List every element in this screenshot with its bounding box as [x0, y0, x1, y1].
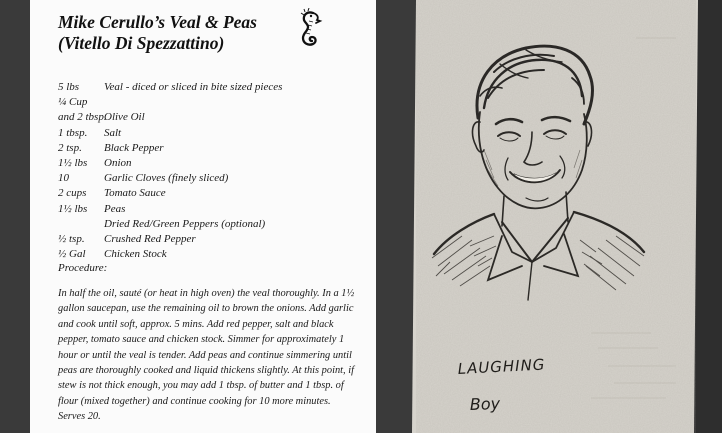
seahorse-logo-icon [296, 8, 324, 48]
ingredient-quantity: 2 cups [58, 187, 87, 200]
ingredient-name: Black Pepper [104, 141, 164, 154]
ingredient-quantity: 1 tbsp. [58, 126, 88, 139]
ingredient-row [58, 110, 358, 125]
ingredient-row [58, 186, 358, 201]
ingredient-name: Garlic Cloves (finely sliced) [104, 172, 229, 185]
recipe-paper [30, 0, 376, 433]
ingredient-row [58, 80, 358, 95]
ingredient-quantity: 1½ lbs [58, 157, 88, 170]
ingredient-quantity: ¼ Cup [58, 96, 88, 109]
ingredient-row [58, 247, 358, 262]
ingredient-name: Tomato Sauce [104, 187, 166, 200]
sketch-page [376, 0, 722, 433]
ingredient-quantity: ½ Gal [58, 248, 86, 261]
ingredient-row [58, 141, 358, 156]
ingredient-name: Dried Red/Green Peppers (optional) [104, 217, 266, 230]
recipe-title [58, 12, 257, 54]
ingredient-row [58, 217, 358, 232]
ingredient-row [58, 95, 358, 110]
ingredient-list [58, 80, 358, 262]
recipe-title-line2: (Vitello Di Spezzattino) [58, 33, 225, 53]
ingredient-name: Onion [104, 157, 132, 170]
ingredient-row [58, 202, 358, 217]
caption-line1: LAUGHING [457, 355, 546, 378]
ingredient-name: Salt [104, 126, 122, 139]
ingredient-quantity [58, 217, 104, 232]
ingredient-quantity: ½ tsp. [58, 233, 85, 246]
ingredient-quantity: 2 tsp. [58, 141, 82, 154]
ingredient-name: Olive Oil [104, 111, 145, 124]
caption-line2: Boy [469, 393, 501, 414]
ingredient-row [58, 156, 358, 171]
procedure-text: In half the oil, sauté (or heat in high oven) the veal thoroughly. In a 1½ gallon saucepan, use the remaining oil to brown the onions. Add garlic and cook until soft, approx. 5 mins. Add red pepper, salt and black pepper, tomato sauce and chicken stock. Simmer for approximately 1 hour or until the veal is tender. Add peas and continue simmering until peas are thoroughly cooked and liquid thickens slightly. At this point, if stew is not thick enough, you may add 1 tbsp. of butter and 1 tbsp. of flour (mixed together) and continue cooking for 10 more minutes. Serves 20. [58, 288, 355, 423]
ingredient-quantity: and 2 tbsp. [58, 111, 107, 124]
ingredient-name: Crushed Red Pepper [104, 233, 196, 246]
procedure-label: Procedure: [58, 262, 108, 274]
ingredient-quantity: 1½ lbs [58, 202, 88, 215]
ingredient-row [58, 232, 358, 247]
ingredient-quantity: 5 lbs [58, 81, 80, 93]
recipe-title-line1: Mike Cerullo’s Veal & Peas [58, 12, 257, 32]
ingredient-quantity: 10 [58, 172, 69, 185]
ingredient-name: Peas [104, 202, 126, 215]
ingredient-name: Chicken Stock [104, 248, 167, 261]
ingredient-name: Veal - diced or sliced in bite sized pieces [104, 81, 283, 93]
ingredient-row [58, 126, 358, 141]
laughing-boy-sketch [376, 0, 722, 433]
ingredient-row [58, 171, 358, 186]
